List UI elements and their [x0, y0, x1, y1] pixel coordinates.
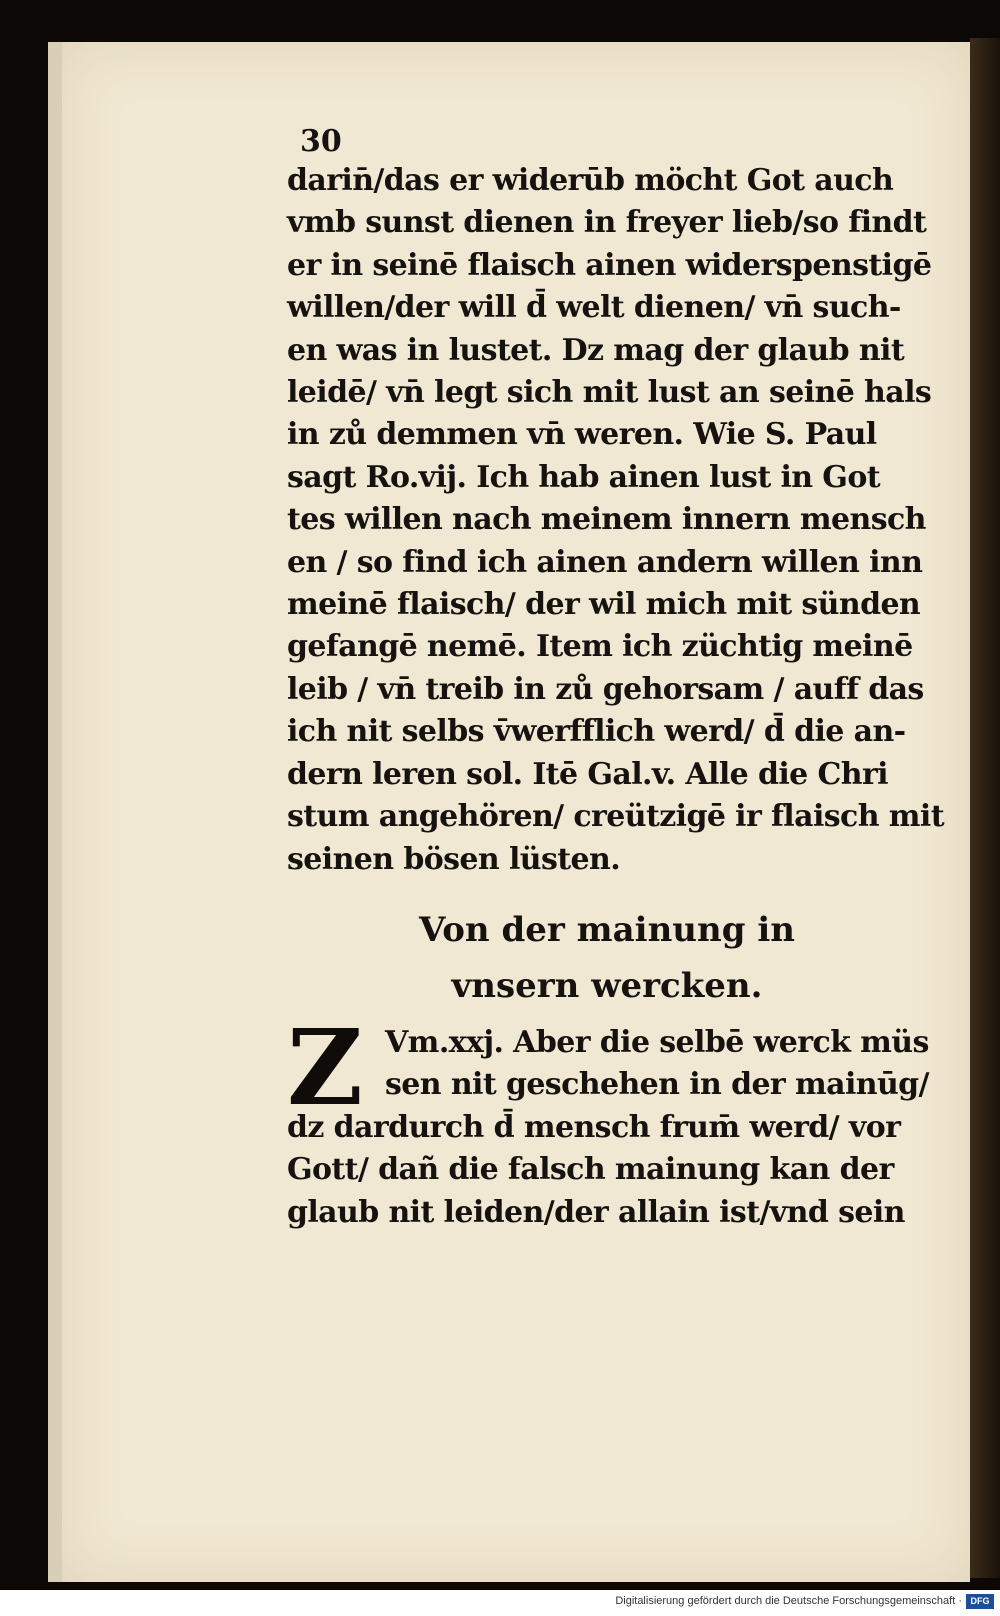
text-line: gefangē nemē. Item ich züchtig meinē — [287, 629, 913, 665]
funding-credit: Digitalisierung gefördert durch die Deutsche Forschungsgemeinschaft · — [615, 1595, 962, 1607]
chapter-lines — [287, 1022, 927, 1234]
chapter-paragraph — [287, 1006, 929, 1234]
text-line: er in seinē flaisch ainen widerspenstigē — [287, 247, 932, 283]
page-content — [62, 42, 970, 1582]
text-line: en was in lustet. Dz mag der glaub nit — [287, 332, 905, 368]
dfg-logo-icon: DFG — [966, 1594, 994, 1609]
text-line: sen nit geschehen in der mainūg/ — [385, 1067, 929, 1103]
text-line: stum angehören/ creützigē ir flaisch mit — [287, 799, 944, 835]
text-line: ich nit selbs v̄werfflich werd/ d̄ die an- — [287, 714, 906, 750]
text-line: meinē flaisch/ der wil mich mit sünden — [287, 587, 921, 623]
book-edge — [970, 38, 1000, 1578]
text-line: Gott/ dañ die falsch mainung kan der — [287, 1152, 894, 1188]
text-line: sagt Ro.vij. Ich hab ainen lust in Got — [287, 459, 880, 495]
page-number: 30 — [300, 124, 342, 159]
footer-bar — [0, 1590, 1000, 1616]
text-line: glaub nit leiden/der allain ist/vnd sein — [287, 1194, 905, 1230]
text-line: leidē/ vn̄ legt sich mit lust an seinē hals — [287, 375, 932, 411]
text-line: in zů demmen vn̄ weren. Wie S. Paul — [287, 417, 877, 453]
book-page — [48, 42, 970, 1582]
text-line: seinen bösen lüsten. — [287, 841, 621, 877]
text-line: en / so find ich ainen andern willen inn — [287, 544, 923, 580]
decorated-initial: Z — [287, 1006, 363, 1129]
text-line: dern leren sol. Itē Gal.v. Alle die Chri — [287, 756, 888, 792]
section-heading-line: Von der mainung in — [419, 910, 795, 950]
text-line: willen/der will d̄ welt dienen/ vn̄ such- — [287, 290, 901, 326]
text-line: dz dardurch d̄ mensch frum̄ werd/ vor — [287, 1109, 901, 1145]
text-line: leib / vn̄ treib in zů gehorsam / auff das — [287, 671, 924, 707]
body-text — [287, 160, 944, 881]
text-line: tes willen nach meinem innern mensch — [287, 502, 926, 538]
text-line: Vm.xxj. Aber die selbē werck müs — [385, 1025, 929, 1060]
text-line: vmb sunst dienen in freyer lieb/so findt — [287, 205, 927, 241]
section-heading-line: vnsern wercken. — [451, 966, 763, 1006]
text-line: darin̄/das er widerūb möcht Got auch — [287, 163, 894, 198]
